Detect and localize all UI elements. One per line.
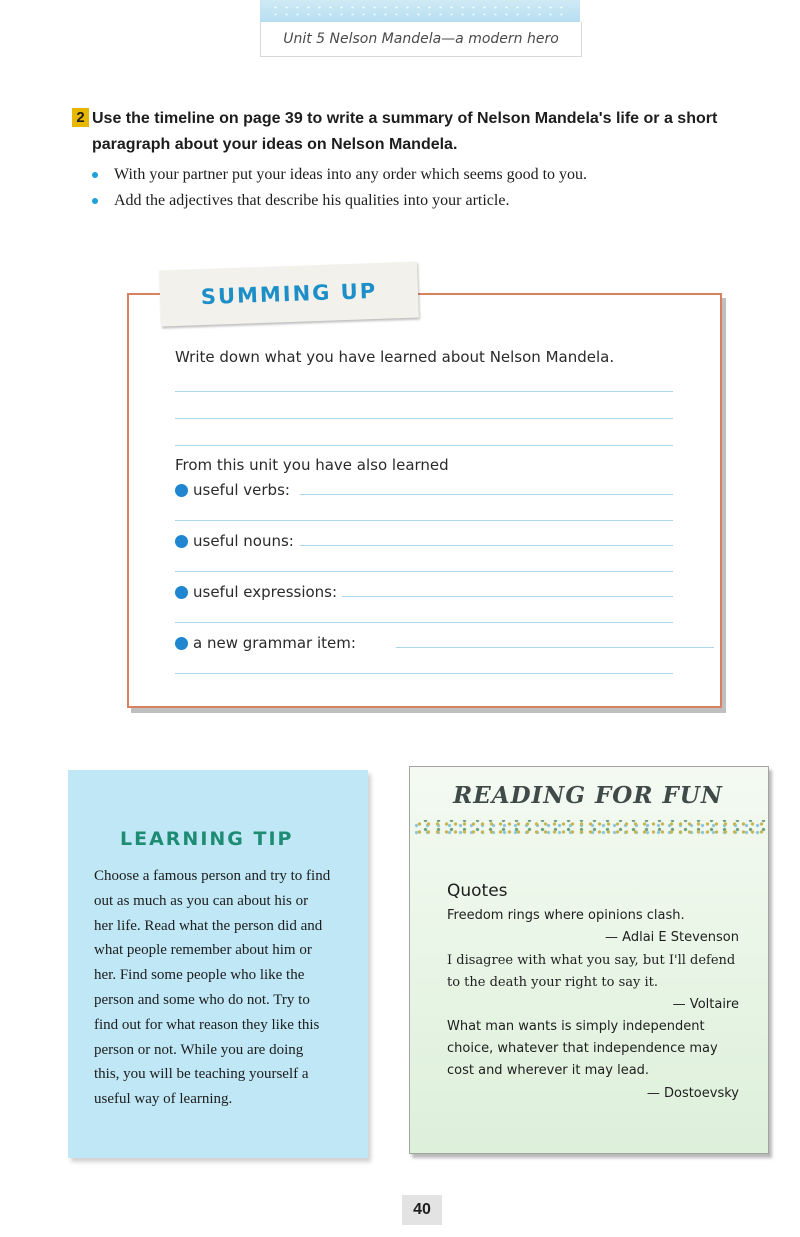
grammar-answer-line[interactable]: [396, 647, 714, 648]
instruction-line-2: paragraph about your ideas on Nelson Mandela.: [92, 136, 458, 153]
quote-line: choice, whatever that independence may: [447, 1041, 718, 1056]
reading-for-fun-title: READING FOR FUN: [453, 782, 723, 809]
writing-line[interactable]: [175, 418, 673, 419]
instruction-line-1: Use the timeline on page 39 to write a summary of Nelson Mandela's life or a short: [92, 110, 718, 127]
tip-line: Choose a famous person and try to find: [94, 868, 331, 884]
writing-line[interactable]: [175, 445, 673, 446]
header-pattern: [270, 4, 570, 18]
also-learned-label: From this unit you have also learned: [175, 456, 449, 474]
tip-line: find out for what reason they like this: [94, 1016, 320, 1033]
item-label: a new grammar item:: [193, 634, 356, 652]
tip-line: person and some who do not. Try to: [94, 991, 310, 1008]
tip-line: what people remember about him or: [94, 942, 312, 959]
learned-item-verbs: [175, 481, 290, 499]
writing-line[interactable]: [175, 571, 673, 572]
learning-tip-title: LEARNING TIP: [120, 828, 294, 850]
quote-line: I disagree with what you say, but I'll defend: [447, 953, 736, 968]
tip-line: her life. Read what the person did and: [94, 917, 323, 934]
exercise-bullet: [92, 192, 772, 210]
quote-line: cost and wherever it may lead.: [447, 1063, 650, 1078]
quotes-heading: Quotes: [447, 881, 508, 901]
quote-line: Freedom rings where opinions clash.: [447, 908, 685, 923]
nouns-answer-line[interactable]: [300, 545, 673, 546]
exercise-bullet: [92, 166, 772, 184]
writing-line[interactable]: [175, 622, 673, 623]
tip-line: her. Find some people who like the: [94, 967, 305, 984]
bullet-text: With your partner put your ideas into any order which seems good to you.: [114, 166, 588, 183]
bullet-dot-icon: [92, 198, 98, 204]
summing-up-tag: [159, 262, 419, 327]
writing-line[interactable]: [175, 520, 673, 521]
bullet-dot-icon: [175, 484, 188, 497]
quote-line: What man wants is simply independent: [447, 1019, 705, 1034]
page-number: 40: [402, 1195, 442, 1225]
exercise-number-badge: 2: [72, 108, 89, 127]
writing-line[interactable]: [175, 673, 673, 674]
tip-line: out as much as you can about his or: [94, 892, 309, 909]
tip-line: this, you will be teaching yourself a: [94, 1066, 309, 1083]
verbs-answer-line[interactable]: [300, 494, 673, 495]
item-label: useful verbs:: [193, 481, 290, 499]
bullet-dot-icon: [175, 586, 188, 599]
quote-author: — Dostoevsky: [646, 1086, 739, 1101]
item-label: useful nouns:: [193, 532, 294, 550]
learned-prompt: Write down what you have learned about Nelson Mandela.: [175, 348, 615, 366]
bullet-dot-icon: [175, 637, 188, 650]
decorative-divider: [415, 820, 767, 836]
quote-line: to the death your right to say it.: [447, 975, 659, 990]
learned-item-grammar: [175, 634, 356, 652]
learned-item-nouns: [175, 532, 294, 550]
summing-up-title: SUMMING UP: [200, 278, 378, 310]
quote-author: — Adlai E Stevenson: [605, 930, 739, 945]
item-label: useful expressions:: [193, 583, 338, 601]
writing-line[interactable]: [175, 391, 673, 392]
bullet-dot-icon: [92, 172, 98, 178]
bullet-dot-icon: [175, 535, 188, 548]
expressions-answer-line[interactable]: [342, 596, 673, 597]
tip-line: person or not. While you are doing: [94, 1041, 304, 1058]
tip-line: useful way of learning.: [94, 1091, 233, 1108]
exercise-instruction: [92, 106, 782, 158]
learned-item-expressions: [175, 583, 337, 601]
unit-title: Unit 5 Nelson Mandela—a modern hero: [260, 22, 582, 57]
bullet-text: Add the adjectives that describe his qualities into your article.: [114, 192, 510, 209]
quote-author: — Voltaire: [672, 997, 739, 1012]
learning-tip-body: [94, 864, 344, 1112]
